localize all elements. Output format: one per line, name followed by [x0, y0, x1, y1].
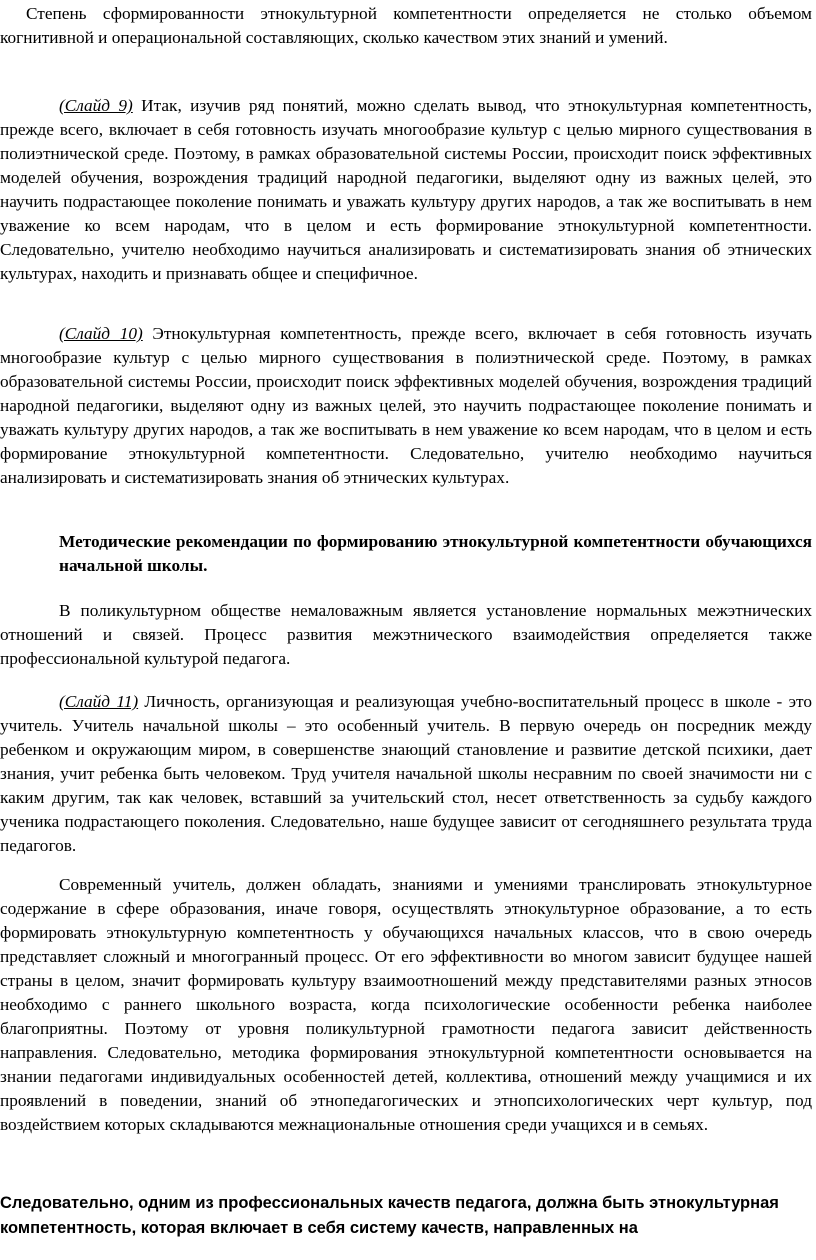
paragraph-competence-level	[0, 2, 812, 50]
paragraph-slide-11	[0, 690, 812, 858]
paragraph-modern-teacher	[0, 873, 812, 1137]
slide-11-link[interactable]: (Слайд 11)	[59, 692, 139, 711]
paragraph-multicultural-society	[0, 599, 812, 671]
paragraph-text: Этнокультурная компетентность, прежде всего, включает в себя готовность изучать многообразие культур с целью мирного существования в полиэтнической среде. Поэтому, в рамках образовательной системы России, происходит поиск эффективных моделей обучения, возрождения традиций народной педагогики, выделяют одну из важных целей, это научить подрастающее поколение понимать и уважать культуру других народов, а так же воспитывать в нем уважение ко всем народам, что в целом и есть формирование этнокультурной компетентности. Следовательно, учителю необходимо научиться анализировать и систематизировать знания об этнических культурах.	[0, 324, 812, 487]
slide-9-link[interactable]: (Слайд 9)	[59, 96, 133, 115]
paragraph-text: Степень сформированности этнокультурной компетентности определяется не столько объемом когнитивной и операциональной составляющих, сколько качеством этих знаний и умений.	[0, 4, 812, 47]
paragraph-conclusion: Следовательно, одним из профессиональных качеств педагога, должна быть этнокультурная компетентность, которая включает в себя систему качеств, направленных на	[0, 1194, 779, 1237]
paragraph-text: Итак, изучив ряд понятий, можно сделать вывод, что этнокультурная компетентность, прежде всего, включает в себя готовность изучать многообразие культур с целью мирного существования в полиэтнической среде. Поэтому, в рамках образовательной системы России, происходит поиск эффективных моделей обучения, возрождения традиций народной педагогики, выделяют одну из важных целей, это научить подрастающее поколение понимать и уважать культуру других народов, а так же воспитывать в нем уважение ко всем народам, что в целом и есть формирование этнокультурной компетентности. Следовательно, учителю необходимо научиться анализировать и систематизировать знания об этнических культурах, находить и признавать общее и специфичное.	[0, 96, 812, 283]
paragraph-slide-9	[0, 94, 812, 286]
paragraph-text: Личность, организующая и реализующая учебно-воспитательный процесс в школе - это учитель. Учитель начальной школы – это особенный учитель. В первую очередь он посредник между ребенком и окружающим миром, в совершенстве знающий становление и развитие детской психики, дает знания, учит ребенка быть человеком. Труд учителя начальной школы несравним по своей значимости ни с каким другим, так как человек, вставший за учительский стол, несет ответственность за судьбу каждого ученика подрастающего поколения. Следовательно, наше будущее зависит от сегодняшнего результата труда педагогов.	[0, 692, 812, 855]
paragraph-slide-10	[0, 322, 812, 490]
paragraph-text: В поликультурном обществе немаловажным является установление нормальных межэтнических отношений и связей. Процесс развития межэтнического взаимодействия определяется также профессиональной культурой педагога.	[0, 601, 812, 668]
paragraph-text: Современный учитель, должен обладать, знаниями и умениями транслировать этнокультурное содержание в сфере образования, иначе говоря, осуществлять этнокультурное образование, а то есть формировать этнокультурную компетентность у обучающихся начальных классов, что в свою очередь представляет сложный и многогранный процесс. От его эффективности во многом зависит будущее нашей страны в целом, значит формировать культуру взаимоотношений между представителями разных этносов необходимо с раннего школьного возраста, когда психологические особенности ребенка наиболее благоприятны. Поэтому от уровня поликультурной грамотности педагога зависит действенность направления. Следовательно, методика формирования этнокультурной компетентности основывается на знании педагогами индивидуальных особенностей детей, коллектива, отношений между учащимися и их проявлений в поведении, знаний об этнопедагогических и этнопсихологических черт культур, под воздействием которых складываются межнациональные отношения среди учащихся и в семьях.	[0, 875, 812, 1134]
section-heading: Методические рекомендации по формированию этнокультурной компетентности обучающихся начальной школы.	[59, 532, 812, 575]
slide-10-link[interactable]: (Слайд 10)	[59, 324, 143, 343]
